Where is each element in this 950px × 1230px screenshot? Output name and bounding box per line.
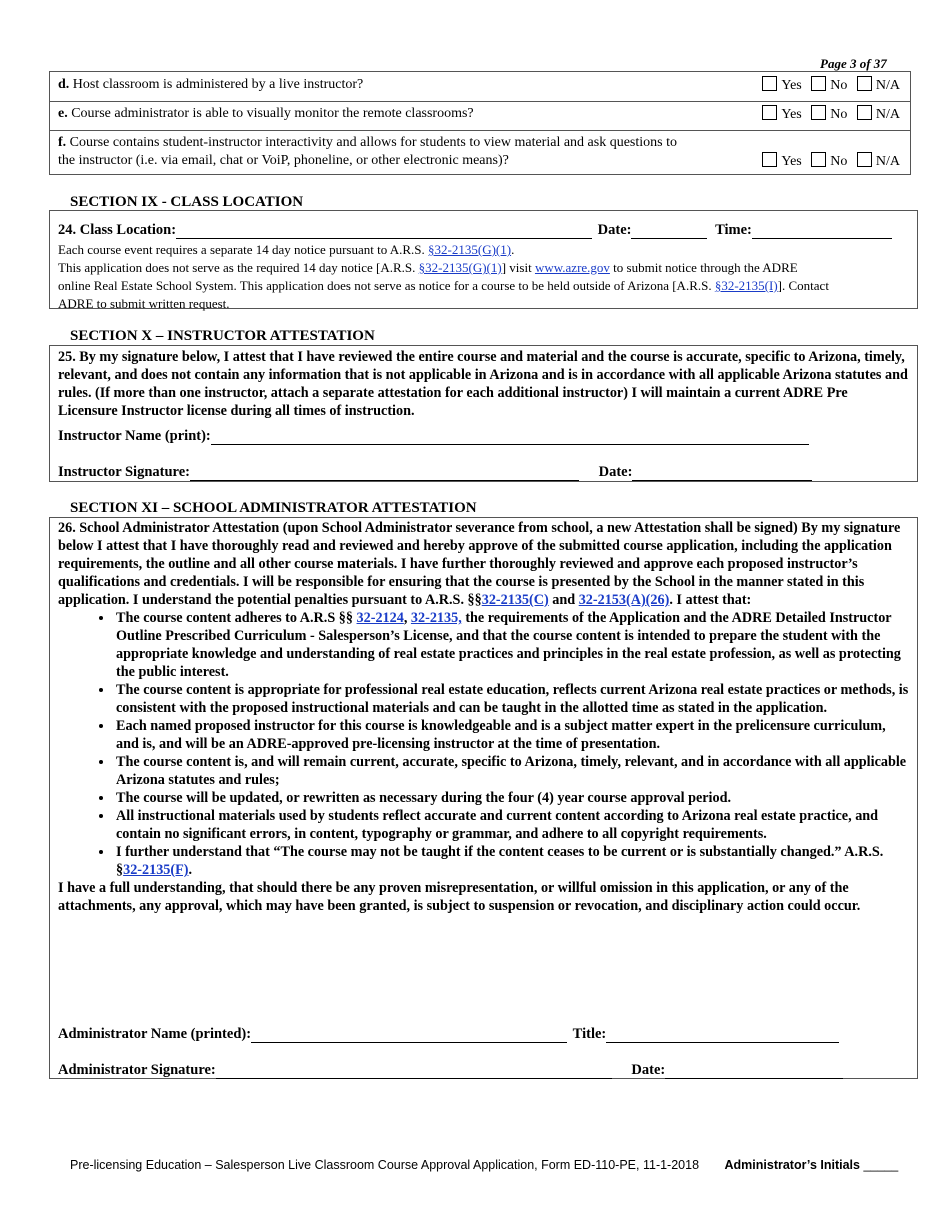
- attestation-closing: I have a full understanding, that should there be any proven misrepresentation, or willful omission in this application, or any of the attachments, any approval, which may have been granted, is subject to suspension or revocation, and disciplinary action could occur.: [58, 880, 861, 914]
- list-item: • All instructional materials used by students reflect accurate and current content according to Arizona real estate practice, and contain no significant errors, in content, typography or grammar, and adhere to all copyright requirements.: [114, 807, 909, 843]
- question-f-row: [50, 131, 910, 175]
- admin-date-label: Date:: [631, 1062, 666, 1078]
- question-f-yes-checkbox[interactable]: [762, 152, 777, 167]
- instructor-name-label: Instructor Name (print):: [58, 428, 211, 444]
- class-location-field[interactable]: [176, 222, 592, 239]
- statute-link[interactable]: 32-2135,: [410, 610, 462, 626]
- statute-link[interactable]: 32-2124: [356, 610, 404, 626]
- class-location-box: [49, 210, 918, 309]
- azre-website-link[interactable]: www.azre.gov: [534, 260, 610, 275]
- question-d-no-checkbox[interactable]: [811, 76, 826, 91]
- time-label: Time:: [715, 222, 752, 238]
- question-f-options: [756, 152, 900, 170]
- instructor-signature-field[interactable]: [190, 464, 579, 481]
- question-d-text: Host classroom is administered by a live instructor?: [72, 77, 364, 92]
- question-e-row: [50, 102, 910, 131]
- admin-signature-field[interactable]: [216, 1062, 612, 1079]
- na-label: N/A: [875, 154, 900, 169]
- statute-link[interactable]: 32-2153(A)(26): [578, 592, 670, 608]
- question-e-yes-checkbox[interactable]: [762, 105, 777, 120]
- list-item: • The course will be updated, or rewritten as necessary during the four (4) year course approval period.: [114, 789, 909, 807]
- section-xi-heading: SECTION XI – SCHOOL ADMINISTRATOR ATTESTATION: [70, 500, 477, 516]
- question-d-na-checkbox[interactable]: [857, 76, 872, 91]
- question-f-text-2: the instructor (i.e. via email, chat or VoiP, phoneline, or other electronic means)?: [58, 153, 509, 168]
- question-f-no-checkbox[interactable]: [811, 152, 826, 167]
- questions-table: [49, 71, 911, 175]
- statute-link[interactable]: §32-2135(G)(1): [418, 260, 502, 275]
- question-e-text: Course administrator is able to visually monitor the remote classrooms?: [71, 106, 474, 121]
- question-e-na-checkbox[interactable]: [857, 105, 872, 120]
- initials-label: Administrator’s Initials: [724, 1158, 860, 1172]
- instructor-name-field[interactable]: [211, 428, 809, 445]
- page-number: Page 3 of 37: [820, 56, 887, 71]
- yes-label: Yes: [781, 78, 802, 93]
- form-identifier: Pre-licensing Education – Salesperson Live Classroom Course Approval Application, Form ED-110-PE, 11-1-2018: [70, 1158, 700, 1172]
- yes-label: Yes: [781, 107, 802, 122]
- no-label: No: [830, 154, 848, 169]
- list-item: • The course content is, and will remain current, accurate, specific to Arizona, timely, relevant, and in accordance with all applicable Arizona statutes and rules;: [114, 753, 909, 789]
- admin-name-label: Administrator Name (printed):: [58, 1026, 252, 1042]
- question-d-row: [50, 72, 910, 102]
- instructor-signature-label: Instructor Signature:: [58, 464, 190, 480]
- question-e-label: e.: [58, 106, 68, 121]
- instructor-attestation-box: [49, 345, 918, 482]
- statute-link[interactable]: 32-2135(C): [481, 592, 549, 608]
- instructor-date-field[interactable]: [632, 464, 812, 481]
- statute-link[interactable]: §32-2135(G)(1): [428, 242, 512, 257]
- admin-name-field[interactable]: [251, 1026, 567, 1043]
- page-footer: [70, 1158, 898, 1172]
- na-label: N/A: [875, 107, 900, 122]
- list-item: • Each named proposed instructor for this course is knowledgeable and is a subject matter expert in the prelicensure curriculum, and is, and will be an ADRE-approved pre-licensing instructor at the time of presentation.: [114, 717, 909, 753]
- list-item: • I further understand that “The course may not be taught if the content ceases to be current or is substantially changed.” A.R.S. §32-2135(F).: [114, 843, 909, 879]
- yes-label: Yes: [781, 154, 802, 169]
- statute-link[interactable]: §32-2135(I): [714, 278, 778, 293]
- class-time-field[interactable]: [752, 222, 892, 239]
- class-location-label: 24. Class Location:: [58, 222, 177, 238]
- class-location-notice: Each course event requires a separate 14 day notice pursuant to A.R.S. §32-2135(G)(1). This application does not serve as the required 14 day notice [A.R.S. §32-2135(G)(1)] visit www.azre.gov to submit notice through the ADRE online Real Estate School System. This application does not serve as notice for a course to be held outside of Arizona [A.R.S. §32-2135(I)]. Contact ADRE to submit written request.: [58, 242, 829, 311]
- admin-signature-label: Administrator Signature:: [58, 1062, 216, 1078]
- title-label: Title:: [572, 1026, 607, 1042]
- list-item: • The course content is appropriate for professional real estate education, reflects current Arizona real estate practices or methods, is consistent with the proposed instructional materials and can be taught in the allotted time as stated in the application.: [114, 681, 909, 717]
- question-f-label: f.: [58, 135, 67, 150]
- question-e-no-checkbox[interactable]: [811, 105, 826, 120]
- question-e-options: [756, 105, 900, 123]
- na-label: N/A: [875, 78, 900, 93]
- section-x-heading: SECTION X – INSTRUCTOR ATTESTATION: [70, 328, 375, 344]
- section-ix-heading: SECTION IX - CLASS LOCATION: [70, 194, 304, 210]
- attestation-list: [58, 609, 909, 879]
- statute-link[interactable]: 32-2135(F): [123, 862, 189, 878]
- question-f-na-checkbox[interactable]: [857, 152, 872, 167]
- question-d-label: d.: [58, 77, 70, 92]
- admin-title-field[interactable]: [606, 1026, 839, 1043]
- initials-field[interactable]: _____: [863, 1158, 899, 1172]
- date-label: Date:: [597, 222, 632, 238]
- question-d-yes-checkbox[interactable]: [762, 76, 777, 91]
- no-label: No: [830, 78, 848, 93]
- question-f-text-1: Course contains student-instructor interactivity and allows for students to view material and ask questions to: [69, 135, 677, 150]
- class-date-field[interactable]: [631, 222, 707, 239]
- list-item: • The course content adheres to A.R.S §§ 32-2124, 32-2135, the requirements of the Application and the ADRE Detailed Instructor Outline Prescribed Curriculum - Salesperson’s License, and that the course content is intended to prepare the student with the appropriate knowledge and understanding of real estate practices and principles in the real estate profession, as well as protecting the public interest.: [114, 609, 909, 681]
- administrator-attestation-box: [49, 517, 918, 1079]
- instructor-attestation-text: 25. By my signature below, I attest that I have reviewed the entire course and material and the course is accurate, specific to Arizona, timely, relevant, and does not contain any information that is not applicable in Arizona and is in accordance with all applicable Arizona statutes and rules. (If more than one instructor, attach a separate attestation for each additional instructor) I will maintain a current ADRE Pre Licensure Instructor license during all times of instruction.: [58, 349, 908, 419]
- instructor-date-label: Date:: [598, 464, 633, 480]
- admin-date-field[interactable]: [665, 1062, 843, 1079]
- administrator-attestation-text: 26. School Administrator Attestation (upon School Administrator severance from school, a new Attestation shall be signed) By my signature below I attest that I have thoroughly read and reviewed and hereby approve of the submitted course application, including the application requirements, the outline and all other course materials. I have further thoroughly reviewed and approve each proposed instructor’s qualifications and credentials. I will be responsible for ensuring that the course is presented by the School in the manner stated in this application. I understand the potential penalties pursuant to A.R.S. §§32-2135(C) and 32-2153(A)(26). I attest that: • The course content adheres to A.R.S §§ 32-2124, 32-2135, the requirements of the Application and the ADRE Detailed Instructor Outline Prescribed Curriculum - Salesperson’s License, and that the course content is intended to prepare the student with the appropriate knowledge and understanding of real estate practices and principles in the real estate profession, as well as protecting the public interest. • The course content is appropriate for professional real estate education, reflects current Arizona real estate practices or methods, is consistent with the proposed instructional materials and can be taught in the allotted time as stated in the application. • Each named proposed instructor for this course is knowledgeable and is a subject matter expert in the prelicensure curriculum, and is, and will be an ADRE-approved pre-licensing instructor at the time of presentation. • The course content is, and will remain current, accurate, specific to Arizona, timely, relevant, and in accordance with all applicable Arizona statutes and rules; • The course will be updated, or rewritten as necessary during the four (4) year course approval period. • All instructional materials used by students reflect accurate and current content according to Arizona real estate practice, and contain no significant errors, in content, typography or grammar, and adhere to all copyright requirements. • I further understand that “The course may not be taught if the content ceases to be current or is substantially changed.” A.R.S. §32-2135(F). I have a full understanding, that should there be any proven misrepresentation, or willful omission in this application, or any of the attachments, any approval, which may have been granted, is subject to suspension or revocation, and disciplinary action could occur.: [58, 519, 909, 915]
- no-label: No: [830, 107, 848, 122]
- question-d-options: [756, 76, 900, 94]
